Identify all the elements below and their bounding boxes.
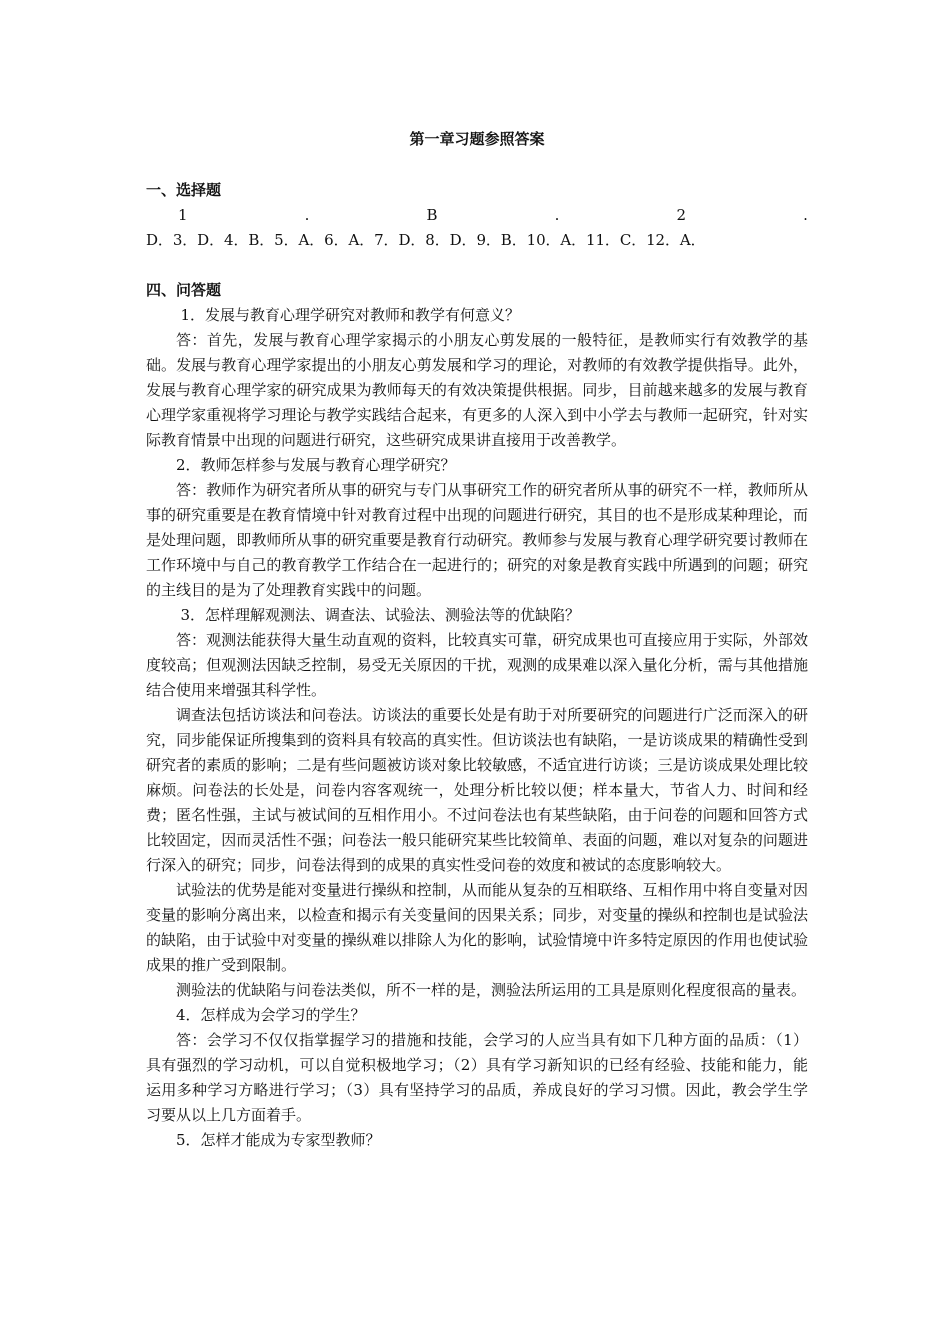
answer-2: 答：教师作为研究者所从事的研究与专门从事研究工作的研究者所从事的研究不一样，教师所从事的研究重要是在教育情境中针对教育过程中出现的问题进行研究，其目的也不是形成某种理论，而是处理问题，即教师所从事的研究重要是教育行动研究。教师参与发展与教育心理学研究要讨教师在工作环境中与自己的教育教学工作结合在一起进行的；研究的对象是教育实践中所遇到的问题；研究的主线目的是为了处理教育实践中的问题。 bbox=[146, 481, 808, 599]
section-heading-choice: 一、选择题 bbox=[146, 181, 222, 199]
document-body bbox=[146, 126, 808, 1153]
answer-token: B bbox=[426, 206, 438, 224]
answer-token: 1 bbox=[178, 206, 188, 224]
answer-token: . bbox=[803, 206, 808, 224]
answer-row-2: D．3．D．4．B．5．A．6．A．7．D．8．D．9．B．10．A．11．C．12．A． bbox=[146, 231, 706, 249]
question-2: 2．教师怎样参与发展与教育心理学研究？ bbox=[176, 456, 456, 474]
blank-line bbox=[146, 253, 808, 278]
answer-3-observation: 答：观测法能获得大量生动直观的资料，比较真实可靠，研究成果也可直接应用于实际，外部效度较高；但观测法因缺乏控制，易受无关原因的干扰，观测的成果难以深入量化分析，需与其他措施结合使用来增强其科学性。 bbox=[146, 631, 808, 699]
answer-1: 答：首先，发展与教育心理学家揭示的小朋友心剪发展的一般特征，是教师实行有效教学的基础。发展与教育心理学家提出的小朋友心剪发展和学习的理论，对教师的有效教学提供指导。此外，发展与教育心理学家的研究成果为教师每天的有效决策提供根据。同步，目前越来越多的发展与教育心理学家重视将学习理论与教学实践结合起来，有更多的人深入到中小学去与教师一起研究，针对实际教育情景中出现的问题进行研究，这些研究成果讲直接用于改善教学。 bbox=[146, 331, 808, 449]
answer-token: . bbox=[554, 206, 560, 224]
answer-3-survey: 调查法包括访谈法和问卷法。访谈法的重要长处是有助于对所要研究的问题进行广泛而深入的研究，同步能保证所搜集到的资料具有较高的真实性。但访谈法也有缺陷，一是访谈成果的精确性受到研究者的素质的影响；二是有些问题被访谈对象比较敏感，不适宜进行访谈；三是访谈成果处理比较麻烦。问卷法的长处是，问卷内容客观统一，处理分析比较以便；样本量大，节省人力、时间和经费；匿名性强，主试与被试间的互相作用小。不过问卷法也有某些缺陷，由于问卷的问题和回答方式比较固定，因而灵活性不强；问卷法一般只能研究某些比较简单、表面的问题，难以对复杂的问题进行深入的研究；同步，问卷法得到的成果的真实性受问卷的效度和被试的态度影响较大。 bbox=[146, 706, 808, 874]
answer-token: . bbox=[304, 206, 310, 224]
question-5: 5．怎样才能成为专家型教师？ bbox=[176, 1131, 381, 1149]
question-4: 4．怎样成为会学习的学生？ bbox=[176, 1006, 366, 1024]
answer-token: 2 bbox=[676, 206, 687, 224]
answer-3-experiment: 试验法的优势是能对变量进行操纵和控制，从而能从复杂的互相联络、互相作用中将自变量对因变量的影响分离出来，以检查和揭示有关变量间的因果关系；同步，对变量的操纵和控制也是试验法的缺陷，由于试验中对变量的操纵难以排除人为化的影响，试验情境中许多特定原因的作用也使试验成果的推广受到限制。 bbox=[146, 881, 808, 974]
answer-4: 答：会学习不仅仅指掌握学习的措施和技能，会学习的人应当具有如下几种方面的品质：（1）具有强烈的学习动机，可以自觉积极地学习；（2）具有学习新知识的已经有经验、技能和能力，能运用多种学习方略进行学习；（3）具有坚持学习的品质，养成良好的学习习惯。因此，教会学生学习要从以上几方面着手。 bbox=[146, 1031, 808, 1124]
question-3: 3．怎样理解观测法、调查法、试验法、测验法等的优缺陷？ bbox=[180, 606, 581, 624]
question-1: 1．发展与教育心理学研究对教师和教学有何意义？ bbox=[180, 306, 521, 324]
answer-3-test: 测验法的优缺陷与问卷法类似，所不一样的是，测验法所运用的工具是原则化程度很高的量表。 bbox=[176, 981, 807, 999]
section-heading-qa: 四、问答题 bbox=[146, 281, 222, 299]
document-title: 第一章习题参照答案 bbox=[409, 130, 545, 148]
answer-row-1 bbox=[146, 203, 808, 228]
